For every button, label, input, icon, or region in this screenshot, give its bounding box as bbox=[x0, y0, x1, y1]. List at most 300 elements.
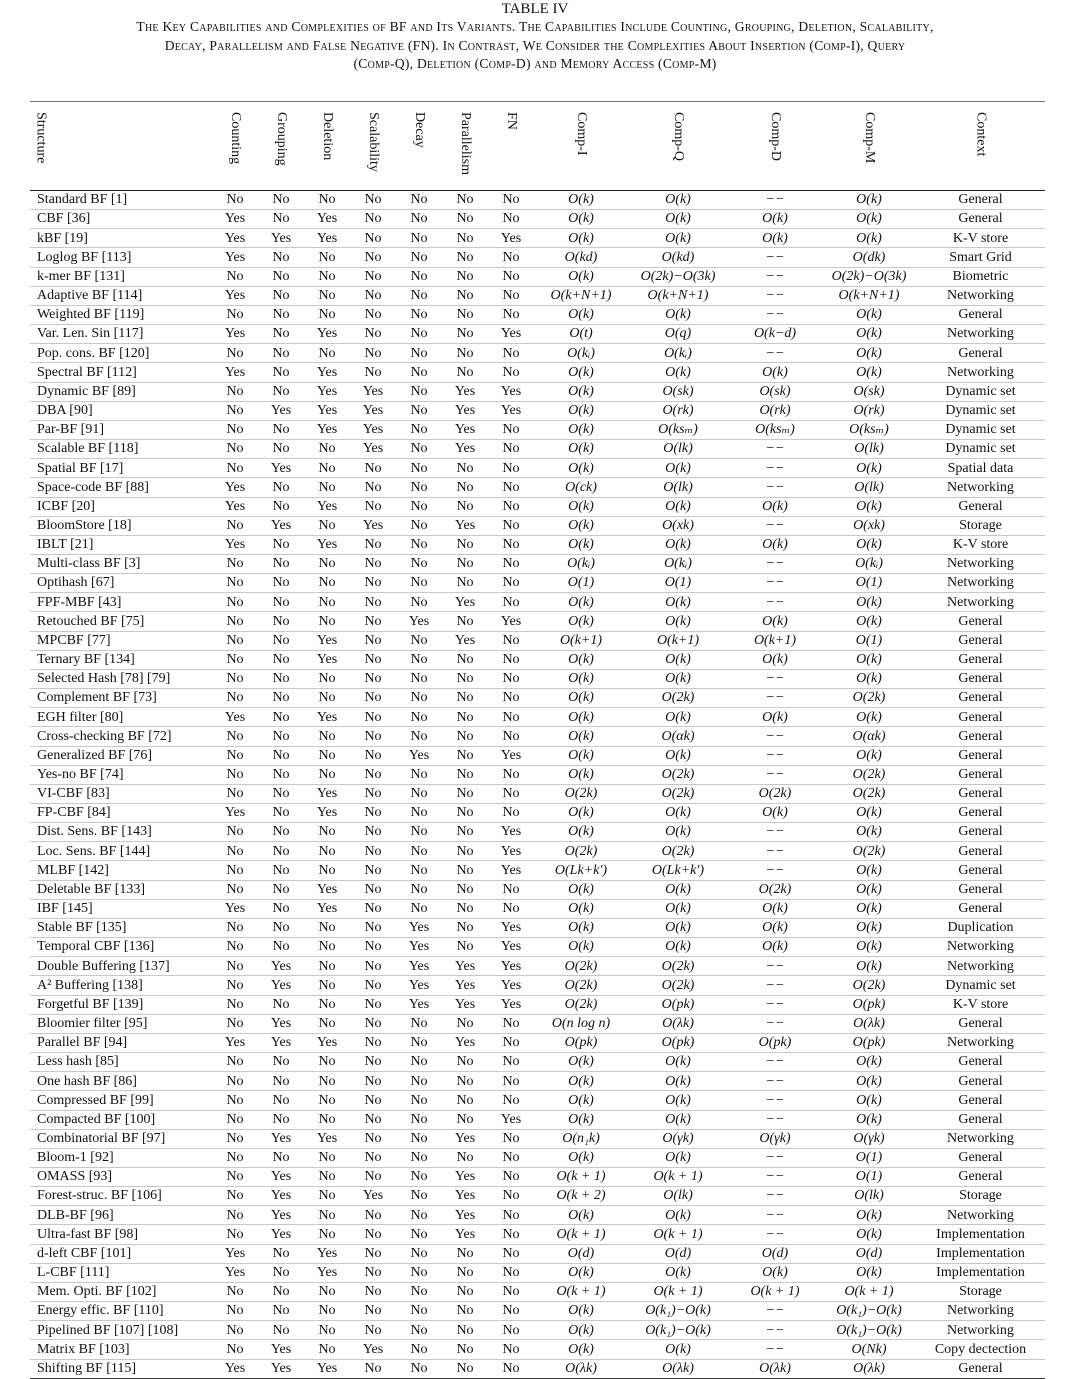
cell-context: General bbox=[916, 669, 1045, 688]
cell-context: Storage bbox=[916, 1187, 1045, 1206]
table-row bbox=[30, 191, 1045, 210]
cell-comp-i: O(k) bbox=[534, 727, 628, 746]
cell-comp-i: O(k) bbox=[534, 1340, 628, 1359]
cell-counting: No bbox=[212, 938, 258, 957]
cell-deletion: No bbox=[304, 286, 350, 305]
cell-parallelism: No bbox=[442, 229, 488, 248]
cell-fn: Yes bbox=[488, 401, 534, 420]
cell-comp-m: O(k) bbox=[822, 957, 916, 976]
cell-comp-m: O(kᵢ) bbox=[822, 554, 916, 573]
cell-parallelism: No bbox=[442, 1302, 488, 1321]
table-row bbox=[30, 1014, 1045, 1033]
cell-parallelism: No bbox=[442, 1053, 488, 1072]
cell-deletion: Yes bbox=[304, 325, 350, 344]
cell-context: Networking bbox=[916, 363, 1045, 382]
cell-decay: No bbox=[396, 363, 442, 382]
cell-parallelism: Yes bbox=[442, 1033, 488, 1052]
cell-deletion: No bbox=[304, 459, 350, 478]
cell-scalability: No bbox=[350, 535, 396, 554]
cell-deletion: No bbox=[304, 516, 350, 535]
cell-fn: Yes bbox=[488, 325, 534, 344]
column-header-grouping: Grouping bbox=[258, 102, 304, 191]
cell-context: Copy dectection bbox=[916, 1340, 1045, 1359]
cell-grouping: No bbox=[258, 363, 304, 382]
cell-decay: No bbox=[396, 440, 442, 459]
cell-deletion: Yes bbox=[304, 401, 350, 420]
cell-context: General bbox=[916, 880, 1045, 899]
cell-fn: Yes bbox=[488, 976, 534, 995]
cell-comp-d: −− bbox=[728, 248, 822, 267]
cell-comp-q: O(Lk+k′) bbox=[628, 861, 728, 880]
cell-comp-i: O(2k) bbox=[534, 976, 628, 995]
cell-comp-m: O(2k) bbox=[822, 842, 916, 861]
cell-grouping: No bbox=[258, 440, 304, 459]
cell-comp-d: O(k) bbox=[728, 497, 822, 516]
cell-grouping: No bbox=[258, 669, 304, 688]
cell-grouping: No bbox=[258, 286, 304, 305]
cell-structure: Adaptive BF [114] bbox=[30, 286, 212, 305]
cell-grouping: No bbox=[258, 746, 304, 765]
cell-comp-m: O(k) bbox=[822, 459, 916, 478]
cell-counting: No bbox=[212, 1321, 258, 1340]
cell-parallelism: No bbox=[442, 554, 488, 573]
cell-structure: Pop. cons. BF [120] bbox=[30, 344, 212, 363]
cell-parallelism: No bbox=[442, 765, 488, 784]
cell-context: Implementation bbox=[916, 1244, 1045, 1263]
cell-structure: Combinatorial BF [97] bbox=[30, 1129, 212, 1148]
cell-deletion: Yes bbox=[304, 880, 350, 899]
cell-context: Networking bbox=[916, 1206, 1045, 1225]
cell-scalability: No bbox=[350, 554, 396, 573]
cell-comp-d: O(2k) bbox=[728, 784, 822, 803]
column-header-structure: Structure bbox=[30, 102, 212, 191]
cell-context: General bbox=[916, 708, 1045, 727]
cell-decay: No bbox=[396, 229, 442, 248]
cell-comp-i: O(k) bbox=[534, 420, 628, 439]
cell-counting: No bbox=[212, 631, 258, 650]
column-header-comp-d: Comp-D bbox=[728, 102, 822, 191]
cell-structure: Matrix BF [103] bbox=[30, 1340, 212, 1359]
cell-structure: EGH filter [80] bbox=[30, 708, 212, 727]
cell-comp-i: O(n₁k) bbox=[534, 1129, 628, 1148]
cell-comp-d: −− bbox=[728, 267, 822, 286]
cell-context: Networking bbox=[916, 1321, 1045, 1340]
cell-parallelism: No bbox=[442, 459, 488, 478]
cell-comp-q: O(2k)−O(3k) bbox=[628, 267, 728, 286]
cell-scalability: No bbox=[350, 976, 396, 995]
cell-comp-q: O(d) bbox=[628, 1244, 728, 1263]
cell-decay: No bbox=[396, 574, 442, 593]
cell-parallelism: No bbox=[442, 669, 488, 688]
header-row bbox=[30, 102, 1045, 191]
cell-grouping: No bbox=[258, 1282, 304, 1301]
cell-decay: Yes bbox=[396, 612, 442, 631]
cell-scalability: No bbox=[350, 229, 396, 248]
table-row bbox=[30, 612, 1045, 631]
cell-comp-q: O(k) bbox=[628, 1110, 728, 1129]
cell-comp-i: O(k) bbox=[534, 1321, 628, 1340]
cell-comp-i: O(1) bbox=[534, 574, 628, 593]
cell-counting: No bbox=[212, 1302, 258, 1321]
cell-parallelism: No bbox=[442, 689, 488, 708]
column-header-scalability: Scalability bbox=[350, 102, 396, 191]
cell-parallelism: No bbox=[442, 1110, 488, 1129]
cell-parallelism: No bbox=[442, 286, 488, 305]
cell-fn: No bbox=[488, 784, 534, 803]
cell-fn: No bbox=[488, 459, 534, 478]
cell-fn: No bbox=[488, 574, 534, 593]
cell-context: General bbox=[916, 899, 1045, 918]
cell-scalability: No bbox=[350, 1302, 396, 1321]
cell-grouping: Yes bbox=[258, 976, 304, 995]
cell-context: K-V store bbox=[916, 535, 1045, 554]
table-row bbox=[30, 1206, 1045, 1225]
cell-comp-m: O(λk) bbox=[822, 1359, 916, 1378]
cell-parallelism: No bbox=[442, 191, 488, 210]
cell-grouping: Yes bbox=[258, 1225, 304, 1244]
cell-context: General bbox=[916, 727, 1045, 746]
cell-comp-q: O(k) bbox=[628, 363, 728, 382]
cell-comp-i: O(d) bbox=[534, 1244, 628, 1263]
cell-context: General bbox=[916, 1167, 1045, 1186]
cell-structure: Ternary BF [134] bbox=[30, 650, 212, 669]
cell-parallelism: No bbox=[442, 1244, 488, 1263]
cell-parallelism: Yes bbox=[442, 995, 488, 1014]
cell-counting: No bbox=[212, 554, 258, 573]
cell-comp-i: O(k) bbox=[534, 267, 628, 286]
cell-comp-d: O(rk) bbox=[728, 401, 822, 420]
table-caption bbox=[0, 1, 1070, 74]
cell-context: General bbox=[916, 784, 1045, 803]
cell-deletion: Yes bbox=[304, 1033, 350, 1052]
cell-grouping: No bbox=[258, 1302, 304, 1321]
cell-decay: No bbox=[396, 765, 442, 784]
cell-parallelism: No bbox=[442, 804, 488, 823]
cell-scalability: No bbox=[350, 593, 396, 612]
cell-scalability: Yes bbox=[350, 1187, 396, 1206]
cell-scalability: Yes bbox=[350, 440, 396, 459]
cell-comp-d: O(sk) bbox=[728, 382, 822, 401]
cell-comp-d: −− bbox=[728, 574, 822, 593]
table-row bbox=[30, 842, 1045, 861]
cell-comp-m: O(k) bbox=[822, 535, 916, 554]
cell-context: K-V store bbox=[916, 995, 1045, 1014]
cell-comp-q: O(rk) bbox=[628, 401, 728, 420]
cell-comp-q: O(k) bbox=[628, 1340, 728, 1359]
cell-fn: No bbox=[488, 1033, 534, 1052]
cell-decay: No bbox=[396, 784, 442, 803]
cell-counting: No bbox=[212, 1072, 258, 1091]
table-row bbox=[30, 1129, 1045, 1148]
cell-counting: No bbox=[212, 1167, 258, 1186]
cell-deletion: Yes bbox=[304, 1129, 350, 1148]
cell-comp-m: O(k) bbox=[822, 1091, 916, 1110]
cell-comp-i: O(kᵢ) bbox=[534, 344, 628, 363]
cell-comp-m: O(d) bbox=[822, 1244, 916, 1263]
cell-comp-m: O(k) bbox=[822, 1053, 916, 1072]
cell-comp-m: O(ksₘ) bbox=[822, 420, 916, 439]
table-row bbox=[30, 1148, 1045, 1167]
cell-structure: kBF [19] bbox=[30, 229, 212, 248]
cell-comp-q: O(2k) bbox=[628, 842, 728, 861]
cell-decay: Yes bbox=[396, 918, 442, 937]
cell-comp-d: −− bbox=[728, 1167, 822, 1186]
cell-decay: No bbox=[396, 727, 442, 746]
cell-context: General bbox=[916, 746, 1045, 765]
table-row bbox=[30, 325, 1045, 344]
cell-comp-d: O(γk) bbox=[728, 1129, 822, 1148]
cell-comp-m: O(k+N+1) bbox=[822, 286, 916, 305]
cell-grouping: No bbox=[258, 823, 304, 842]
cell-context: General bbox=[916, 210, 1045, 229]
cell-context: General bbox=[916, 650, 1045, 669]
cell-decay: No bbox=[396, 1340, 442, 1359]
table-row bbox=[30, 995, 1045, 1014]
cell-fn: Yes bbox=[488, 823, 534, 842]
cell-parallelism: No bbox=[442, 344, 488, 363]
cell-context: Networking bbox=[916, 938, 1045, 957]
table-row bbox=[30, 1225, 1045, 1244]
cell-fn: No bbox=[488, 804, 534, 823]
cell-decay: No bbox=[396, 382, 442, 401]
cell-fn: No bbox=[488, 1072, 534, 1091]
cell-parallelism: Yes bbox=[442, 420, 488, 439]
cell-comp-m: O(k) bbox=[822, 1225, 916, 1244]
cell-counting: No bbox=[212, 957, 258, 976]
cell-comp-m: O(k₁)−O(k) bbox=[822, 1302, 916, 1321]
cell-comp-m: O(k) bbox=[822, 191, 916, 210]
cell-comp-m: O(k) bbox=[822, 305, 916, 324]
cell-parallelism: No bbox=[442, 574, 488, 593]
cell-structure: Cross-checking BF [72] bbox=[30, 727, 212, 746]
cell-deletion: No bbox=[304, 612, 350, 631]
table-row bbox=[30, 823, 1045, 842]
table-row bbox=[30, 689, 1045, 708]
cell-context: General bbox=[916, 842, 1045, 861]
cell-comp-m: O(αk) bbox=[822, 727, 916, 746]
cell-fn: Yes bbox=[488, 957, 534, 976]
cell-comp-q: O(lk) bbox=[628, 1187, 728, 1206]
cell-comp-m: O(k) bbox=[822, 1263, 916, 1282]
cell-parallelism: No bbox=[442, 918, 488, 937]
cell-scalability: No bbox=[350, 861, 396, 880]
cell-fn: No bbox=[488, 286, 534, 305]
cell-comp-i: O(k + 1) bbox=[534, 1282, 628, 1301]
cell-comp-d: −− bbox=[728, 1187, 822, 1206]
cell-fn: No bbox=[488, 708, 534, 727]
cell-scalability: No bbox=[350, 880, 396, 899]
cell-scalability: No bbox=[350, 612, 396, 631]
cell-comp-i: O(kᵢ) bbox=[534, 554, 628, 573]
cell-counting: Yes bbox=[212, 325, 258, 344]
cell-context: Networking bbox=[916, 574, 1045, 593]
cell-context: Duplication bbox=[916, 918, 1045, 937]
cell-decay: No bbox=[396, 459, 442, 478]
cell-counting: Yes bbox=[212, 708, 258, 727]
cell-decay: No bbox=[396, 497, 442, 516]
table-row bbox=[30, 1359, 1045, 1378]
cell-fn: No bbox=[488, 535, 534, 554]
table-row bbox=[30, 746, 1045, 765]
cell-decay: No bbox=[396, 401, 442, 420]
column-header-counting: Counting bbox=[212, 102, 258, 191]
cell-comp-q: O(k) bbox=[628, 305, 728, 324]
cell-grouping: No bbox=[258, 899, 304, 918]
cell-comp-m: O(2k) bbox=[822, 784, 916, 803]
cell-comp-q: O(lk) bbox=[628, 440, 728, 459]
cell-context: General bbox=[916, 1359, 1045, 1378]
cell-comp-d: −− bbox=[728, 440, 822, 459]
cell-comp-m: O(pk) bbox=[822, 995, 916, 1014]
cell-comp-i: O(λk) bbox=[534, 1359, 628, 1378]
cell-comp-d: −− bbox=[728, 1072, 822, 1091]
cell-comp-q: O(xk) bbox=[628, 516, 728, 535]
cell-structure: Generalized BF [76] bbox=[30, 746, 212, 765]
cell-fn: No bbox=[488, 669, 534, 688]
cell-context: General bbox=[916, 689, 1045, 708]
cell-scalability: No bbox=[350, 727, 396, 746]
cell-grouping: No bbox=[258, 631, 304, 650]
cell-context: Implementation bbox=[916, 1225, 1045, 1244]
table-row bbox=[30, 765, 1045, 784]
cell-deletion: No bbox=[304, 1282, 350, 1301]
cell-counting: No bbox=[212, 727, 258, 746]
cell-grouping: No bbox=[258, 1244, 304, 1263]
cell-comp-q: O(k) bbox=[628, 1072, 728, 1091]
cell-structure: ICBF [20] bbox=[30, 497, 212, 516]
cell-decay: No bbox=[396, 650, 442, 669]
cell-structure: Multi-class BF [3] bbox=[30, 554, 212, 573]
cell-decay: No bbox=[396, 325, 442, 344]
cell-comp-d: O(k) bbox=[728, 612, 822, 631]
cell-counting: No bbox=[212, 305, 258, 324]
cell-comp-m: O(sk) bbox=[822, 382, 916, 401]
cell-counting: No bbox=[212, 1340, 258, 1359]
cell-scalability: No bbox=[350, 938, 396, 957]
cell-grouping: No bbox=[258, 497, 304, 516]
cell-parallelism: Yes bbox=[442, 440, 488, 459]
cell-decay: No bbox=[396, 842, 442, 861]
cell-structure: MPCBF [77] bbox=[30, 631, 212, 650]
cell-comp-q: O(k) bbox=[628, 938, 728, 957]
cell-structure: Standard BF [1] bbox=[30, 191, 212, 210]
cell-deletion: No bbox=[304, 1053, 350, 1072]
cell-decay: No bbox=[396, 631, 442, 650]
cell-comp-q: O(1) bbox=[628, 574, 728, 593]
cell-parallelism: No bbox=[442, 823, 488, 842]
cell-deletion: Yes bbox=[304, 1359, 350, 1378]
cell-comp-i: O(k) bbox=[534, 1263, 628, 1282]
cell-structure: k-mer BF [131] bbox=[30, 267, 212, 286]
cell-counting: No bbox=[212, 823, 258, 842]
cell-deletion: No bbox=[304, 765, 350, 784]
cell-decay: No bbox=[396, 880, 442, 899]
table-row bbox=[30, 1110, 1045, 1129]
cell-context: Dynamic set bbox=[916, 420, 1045, 439]
cell-structure: DBA [90] bbox=[30, 401, 212, 420]
cell-fn: No bbox=[488, 631, 534, 650]
cell-comp-i: O(2k) bbox=[534, 842, 628, 861]
cell-context: General bbox=[916, 612, 1045, 631]
cell-deletion: No bbox=[304, 1340, 350, 1359]
cell-context: General bbox=[916, 1110, 1045, 1129]
cell-comp-d: −− bbox=[728, 554, 822, 573]
table-row bbox=[30, 899, 1045, 918]
cell-structure: Compressed BF [99] bbox=[30, 1091, 212, 1110]
cell-decay: No bbox=[396, 1302, 442, 1321]
cell-parallelism: No bbox=[442, 1321, 488, 1340]
cell-context: Networking bbox=[916, 1129, 1045, 1148]
cell-counting: No bbox=[212, 1206, 258, 1225]
cell-fn: No bbox=[488, 880, 534, 899]
cell-comp-q: O(k) bbox=[628, 880, 728, 899]
cell-fn: No bbox=[488, 440, 534, 459]
cell-comp-d: −− bbox=[728, 1302, 822, 1321]
cell-deletion: No bbox=[304, 1072, 350, 1091]
cell-comp-d: −− bbox=[728, 459, 822, 478]
cell-comp-q: O(k₁)−O(k) bbox=[628, 1321, 728, 1340]
cell-fn: No bbox=[488, 899, 534, 918]
cell-scalability: Yes bbox=[350, 420, 396, 439]
cell-grouping: No bbox=[258, 708, 304, 727]
cell-decay: No bbox=[396, 593, 442, 612]
cell-comp-m: O(k) bbox=[822, 210, 916, 229]
cell-comp-m: O(k) bbox=[822, 708, 916, 727]
cell-counting: Yes bbox=[212, 229, 258, 248]
cell-counting: No bbox=[212, 574, 258, 593]
column-header-decay: Decay bbox=[396, 102, 442, 191]
column-header-comp-i: Comp-I bbox=[534, 102, 628, 191]
cell-structure: Deletable BF [133] bbox=[30, 880, 212, 899]
cell-deletion: No bbox=[304, 1014, 350, 1033]
cell-scalability: Yes bbox=[350, 382, 396, 401]
cell-comp-q: O(kᵢ) bbox=[628, 344, 728, 363]
cell-comp-m: O(lk) bbox=[822, 478, 916, 497]
cell-comp-d: O(k) bbox=[728, 938, 822, 957]
cell-comp-i: O(k) bbox=[534, 1091, 628, 1110]
cell-context: General bbox=[916, 1148, 1045, 1167]
column-header-parallelism: Parallelism bbox=[442, 102, 488, 191]
cell-decay: No bbox=[396, 286, 442, 305]
cell-structure: Ultra-fast BF [98] bbox=[30, 1225, 212, 1244]
cell-fn: No bbox=[488, 1053, 534, 1072]
cell-parallelism: No bbox=[442, 210, 488, 229]
cell-grouping: No bbox=[258, 784, 304, 803]
cell-comp-q: O(k+N+1) bbox=[628, 286, 728, 305]
cell-grouping: No bbox=[258, 420, 304, 439]
cell-comp-i: O(k) bbox=[534, 593, 628, 612]
cell-comp-q: O(kᵢ) bbox=[628, 554, 728, 573]
cell-scalability: No bbox=[350, 1072, 396, 1091]
table-row bbox=[30, 976, 1045, 995]
cell-counting: Yes bbox=[212, 497, 258, 516]
cell-structure: A² Buffering [138] bbox=[30, 976, 212, 995]
cell-fn: No bbox=[488, 727, 534, 746]
cell-comp-m: O(k) bbox=[822, 918, 916, 937]
cell-fn: No bbox=[488, 1282, 534, 1301]
cell-comp-q: O(kd) bbox=[628, 248, 728, 267]
cell-grouping: No bbox=[258, 938, 304, 957]
cell-parallelism: Yes bbox=[442, 1167, 488, 1186]
cell-comp-q: O(k) bbox=[628, 823, 728, 842]
cell-comp-m: O(k) bbox=[822, 612, 916, 631]
table-row bbox=[30, 210, 1045, 229]
table-row bbox=[30, 1321, 1045, 1340]
cell-comp-q: O(k) bbox=[628, 918, 728, 937]
table-row bbox=[30, 382, 1045, 401]
cell-grouping: No bbox=[258, 1263, 304, 1282]
cell-counting: No bbox=[212, 267, 258, 286]
